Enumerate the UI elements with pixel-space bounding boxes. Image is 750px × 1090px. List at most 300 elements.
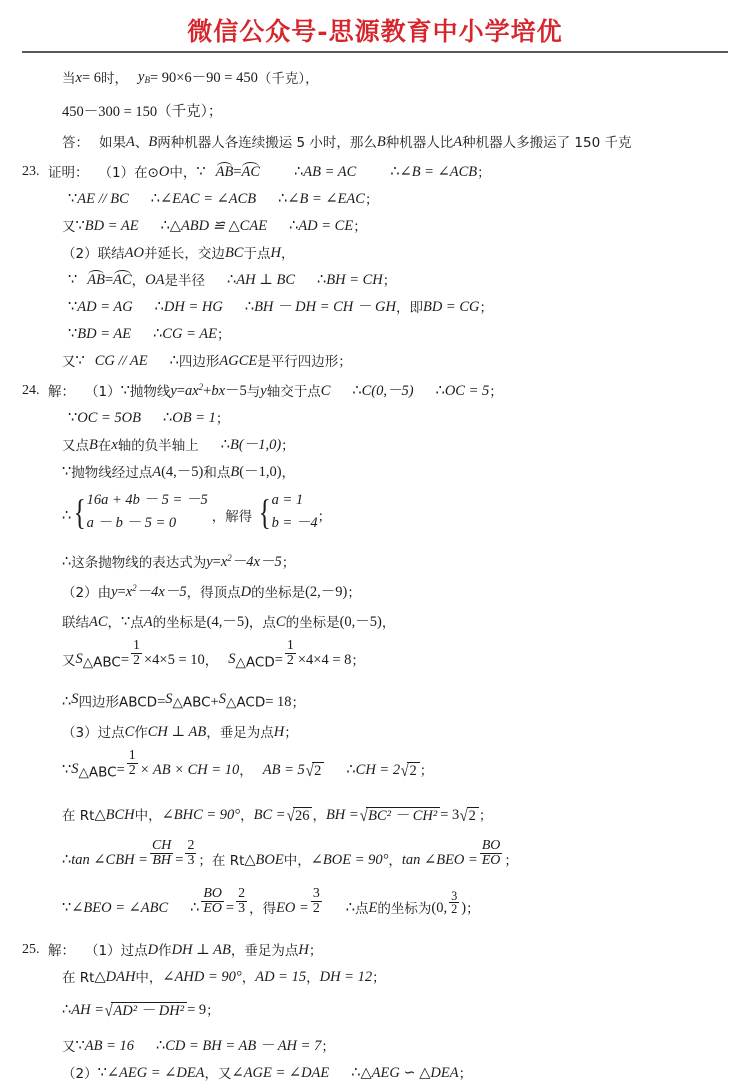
q24-l3-B: B [89, 436, 98, 453]
q23-l1-r2: ∠B = ∠ACB [399, 163, 478, 180]
q24-l1-C: C [320, 382, 331, 399]
q24-l8-S2-sub: △ACD [235, 654, 275, 671]
fraction-denominator: 2 [133, 653, 140, 669]
q22-l3-td: 种机器人多搬运了 150 千克 [462, 134, 632, 151]
q23-l3-end: ； [353, 218, 367, 235]
q24-l13-comma: ， [388, 852, 402, 869]
q24-l7-because: ∵ [121, 613, 131, 630]
q23-line-4 [22, 242, 728, 261]
fraction-three-halves [449, 890, 459, 916]
q25-l1-DH: DH ⊥ AB [171, 941, 231, 958]
q23-l1-t2: 中， [169, 164, 197, 181]
q24-sys-left-bottom: a － b － 5 = 0 [86, 514, 177, 531]
q24-l10-comma: ， [206, 724, 220, 741]
q24-l1-yaxis: y [260, 382, 267, 399]
q24-l10-H: H [273, 723, 285, 740]
q22-l3-ta: 如果 [99, 134, 126, 151]
q24-l7-comma: ， [107, 614, 122, 631]
q24-l10-t2: 作 [134, 724, 148, 741]
q24-l11-comma: ， [239, 762, 253, 779]
q25-l1-t2: 作 [158, 942, 172, 959]
q24-l5-y: y [206, 553, 213, 570]
q24-l5-x: x [220, 553, 228, 570]
q24-l7-pc: (0,－5) [339, 613, 382, 630]
q24-line-12 [22, 800, 728, 832]
q23-line-3 [22, 215, 728, 234]
fraction-one-half [285, 639, 296, 668]
q24-l2-r1: OC = 5OB [77, 409, 141, 426]
q24-l4-pa: (4,－5) [161, 463, 204, 480]
q25-l5-because: ∵ [97, 1064, 107, 1081]
fraction-numerator: 1 [133, 638, 140, 654]
q23-l8-therefore1: ∴ [169, 352, 179, 369]
q24-l12-t1: 在 Rt [62, 807, 95, 824]
q22-l1-ysym [138, 70, 150, 86]
q24-l1-t2: 与 [246, 383, 261, 400]
radicand: 2 [467, 807, 479, 824]
q22-l1-shi: 时， [101, 70, 128, 87]
q24-l9-S2-sub: △ACD [226, 694, 266, 711]
q25-l1-comma: ， [230, 942, 245, 959]
q24-l11-S-sub: △ABC [78, 764, 117, 781]
q22-l1-lead: 当 [62, 70, 76, 87]
q22-line-2 [22, 101, 728, 120]
q25-l1-D: D [147, 941, 159, 958]
q23-l4-H: H [270, 244, 281, 261]
q24-l8-m2: ×4×4 = 8 [297, 652, 352, 669]
radicand: 26 [293, 807, 313, 824]
q24-l1-therefore2: ∴ [435, 382, 445, 399]
q23-l1-therefore2: ∴ [390, 163, 400, 180]
q24-part3-tag: （3） [62, 724, 98, 741]
q24-sys-end: ； [317, 508, 332, 525]
q24-l7-end: ， [381, 614, 396, 631]
q23-line-5 [22, 269, 728, 288]
q25-l3-end: ； [206, 1002, 220, 1019]
q24-l5-eq: = [212, 553, 221, 570]
q24-l10-t1: 过点 [97, 724, 125, 741]
q25-l5-you: 又 [218, 1065, 232, 1082]
q24-l1-t1: 抛物线 [129, 383, 171, 400]
q25-l5-therefore: ∴ [351, 1064, 361, 1081]
q23-l1-O: O [158, 163, 170, 180]
q23-l3-you: 又 [62, 218, 76, 235]
q25-l1-end: ； [308, 942, 323, 959]
q23-l5-eq: = [104, 271, 114, 288]
q23-l5-r2: BH = CH [326, 271, 383, 288]
q24-l9-S1-sym: S [165, 691, 173, 708]
q23-l6-r1: AD = AG [77, 298, 133, 315]
q24-l8-end: ； [351, 652, 365, 669]
q25-l5-r1: ∠AEG = ∠DEA [106, 1064, 205, 1081]
q24-l14-t1: 点 [355, 900, 369, 917]
fraction-numerator: BO [481, 838, 501, 854]
radical-sign: √ [305, 761, 314, 781]
q23-l5-therefore2: ∴ [317, 271, 327, 288]
q24-l1-y: y [170, 382, 177, 399]
q24-l8-m1: ×4×5 = 10 [143, 652, 205, 669]
q24-l1-pow: 2 [198, 381, 204, 392]
q24-l9-therefore: ∴ [62, 693, 72, 710]
q24-l4-B: B [230, 463, 240, 480]
q24-l14-t2: 的坐标为 [377, 900, 432, 917]
q25-l1-t1: 过点 [120, 942, 148, 959]
q24-line-2 [22, 407, 728, 426]
sqrt-icon [359, 807, 441, 824]
q25-l2-tri: △DAH [94, 968, 136, 985]
q24-l6-D: D [240, 583, 252, 600]
q23-l2-end: ； [364, 191, 379, 208]
q24-l1-x: x [192, 382, 199, 399]
fraction-denominator: 2 [128, 763, 136, 779]
q24-l14-therefore1: ∴ [190, 900, 200, 917]
fraction-denominator: 2 [286, 653, 294, 669]
q25-l3-res: = 9 [187, 1002, 207, 1019]
q25-l3-ah: AH = [71, 1002, 104, 1019]
q24-l8-S1-sub: △ABC [82, 654, 121, 671]
q24-l13-semi: ； [198, 852, 212, 869]
fraction-numerator: 3 [312, 886, 320, 902]
q22-l1-ysub: B [144, 75, 150, 86]
q24-l9-S2-sym: S [218, 691, 227, 708]
q24-l14-rp: ) [461, 900, 467, 917]
q24-l6-end: ； [347, 584, 361, 601]
q23-l1-therefore1: ∴ [294, 163, 304, 180]
q24-l7-t3: 的坐标是 [152, 614, 207, 631]
q24-l9-plus: + [210, 693, 219, 710]
q24-l3-end: ； [281, 437, 295, 454]
q24-l14-lp: (0, [431, 900, 448, 917]
q24-l5-therefore: ∴ [62, 553, 72, 570]
q24-l11-therefore: ∴ [346, 762, 356, 779]
q24-l1-r1: C(0,－5) [361, 382, 414, 399]
q23-l2-r1: AE // BC [77, 190, 129, 207]
q24-l9-S-sub: 四边形ABCD [78, 694, 158, 711]
q24-l13-tan: tan ∠CBH = [71, 852, 148, 869]
brace-left-icon: { [258, 491, 272, 532]
q25-l1-t3: 垂足为点 [244, 942, 299, 959]
fraction-denominator: 2 [451, 902, 458, 917]
q24-l1-eq: = [176, 382, 185, 399]
q25-l5-r3: △AEG ∽ △DEA [360, 1064, 459, 1081]
radical-sign: √ [359, 806, 368, 826]
q23-line-2 [22, 188, 728, 207]
fraction-numerator: 2 [187, 838, 195, 854]
q24-l10-t3: 垂足为点 [219, 724, 274, 741]
q24-l7-t4: 点 [262, 614, 276, 631]
q25-l2-ad: AD = 15 [255, 968, 307, 985]
q25-l4-end: ； [321, 1038, 335, 1055]
q25-l2-t1: 在 Rt [62, 969, 95, 986]
q22-l1-unit: （千克）， [257, 70, 319, 87]
q22-l2-text: 450－300 = 150（千克）； [62, 103, 223, 120]
q24-l3-t3: 轴的负半轴上 [117, 437, 199, 454]
q23-l2-therefore1: ∴ [150, 190, 161, 207]
q25-l2-dh: DH = 12 [319, 968, 373, 985]
q23-l7-r1: BD = AE [77, 325, 132, 342]
q23-l1-eq: = [233, 163, 242, 180]
q24-l5-end: ； [281, 554, 296, 571]
q24-line-3 [22, 434, 728, 453]
q24-l1-xsq [192, 383, 203, 399]
q24-l4-end: ， [281, 464, 296, 481]
q24-l9-S2 [219, 692, 265, 710]
q25-l2-end: ； [372, 969, 386, 986]
fraction-numerator: 2 [238, 886, 246, 902]
q22-l3-B: B [148, 133, 158, 150]
q24-l13-t2: 中， [283, 852, 311, 869]
q24-l12-bc: BC = [253, 807, 286, 824]
q24-l9-S1-sub: △ABC [172, 694, 211, 711]
q24-l13-therefore: ∴ [62, 852, 72, 869]
q22-line-1 [22, 67, 728, 86]
q24-equation-system [22, 491, 728, 540]
q24-l1-a: a [184, 382, 193, 399]
q22-l3-A: A [126, 133, 135, 150]
q22-l1-x: x [75, 69, 82, 86]
q23-l3-r3: AD = CE [298, 217, 354, 234]
q24-l7-A: A [143, 613, 153, 630]
q24-l3-t1: 又点 [62, 437, 89, 454]
q23-l4-BC: BC [224, 244, 244, 261]
q24-l14-end: ； [466, 900, 480, 917]
q23-l6-end: ； [479, 299, 493, 316]
q24-l4-pb: (－1,0) [239, 463, 282, 480]
q24-l8-eq1: = [120, 652, 130, 669]
q24-sys-left-top: 16a + 4b － 5 = －5 [86, 492, 208, 509]
q24-l3-therefore: ∴ [220, 436, 231, 453]
q24-l6-comma: ， [186, 584, 201, 601]
q24-sys-therefore: ∴ [62, 508, 72, 525]
q24-l1-t3: 轴交于点 [266, 383, 321, 400]
q24-l10-end: ； [284, 724, 298, 741]
q22-l3-dun: 、 [134, 134, 149, 151]
q22-l1-y: y [138, 69, 145, 86]
q24-l6-x: x [125, 583, 133, 600]
q23-l8-you: 又 [62, 353, 76, 370]
q24-line-9 [22, 691, 728, 710]
q23-l5-end: ； [382, 272, 397, 289]
q24-l6-t3: 的坐标是 [251, 584, 306, 601]
q24-line-4 [22, 461, 728, 480]
q23-l4-t1: 联结 [97, 245, 125, 262]
q24-part2-tag: （2） [62, 584, 98, 601]
q24-l7-t5: 的坐标是 [285, 614, 340, 631]
q24-line-13 [22, 838, 728, 880]
q23-l5-therefore1: ∴ [227, 271, 237, 288]
q24-l4-A: A [152, 463, 162, 480]
q23-l3-r1: BD = AE [84, 217, 139, 234]
fraction-numerator: 1 [286, 638, 294, 654]
q24-l14-EO: EO = [276, 900, 309, 917]
q24-l12-comma: ， [240, 807, 254, 824]
q25-l2-t2: 中， [135, 969, 163, 986]
q24-sys-right-bottom: b = －4 [271, 514, 318, 531]
q24-l1-because: ∵ [120, 382, 130, 399]
q23-l8-because: ∵ [75, 352, 85, 369]
q25-l4-r: CD = BH = AB － AH = 7 [165, 1037, 322, 1054]
q24-l7-AC: AC [89, 613, 108, 630]
q24-l9-eq: = [157, 693, 166, 710]
q24-l11-m3: CH = 2 [355, 762, 401, 779]
q24-l14-because: ∵ [62, 900, 72, 917]
q25-l4-ab: AB = 16 [84, 1037, 134, 1054]
q23-l6-r4: BD = CG [422, 298, 480, 315]
q24-line-6 [22, 581, 728, 600]
system-right-rows [272, 489, 318, 534]
radical-sign: √ [286, 806, 295, 826]
q24-l2-end: ； [215, 410, 230, 427]
q23-l7-therefore1: ∴ [153, 325, 163, 342]
radicand: AD² － DH² [111, 1002, 187, 1019]
q24-line-1 [22, 380, 728, 399]
q22-l3-tb: 两种机器人各连续搬运 5 小时，那么 [157, 134, 377, 151]
q24-l14-de: 得 [262, 900, 277, 917]
q24-number: 24. [22, 383, 40, 399]
q24-l13-ang: ∠BOE = 90° [310, 852, 389, 869]
q24-l5-pow: 2 [227, 552, 232, 563]
radical-sign: √ [400, 761, 409, 781]
q23-l8-t1: 四边形 [178, 353, 220, 370]
q24-l14-therefore2: ∴ [345, 900, 355, 917]
q24-line-7 [22, 611, 728, 630]
q23-l6-because: ∵ [68, 298, 78, 315]
system-left [71, 489, 207, 534]
q24-l11-S [71, 762, 116, 780]
q24-l13-end: ； [504, 852, 518, 869]
fraction-two-thirds [185, 839, 196, 868]
q24-l14-eq: = [225, 900, 235, 917]
q24-line-11 [22, 748, 728, 790]
radicand: 2 [312, 762, 324, 779]
q24-l14-E: E [368, 900, 378, 917]
q23-line-8 [22, 350, 728, 369]
radicand: BC² － CH² [366, 807, 440, 824]
q24-l7-pa: (4,－5) [206, 613, 249, 630]
q24-l6-y: y [111, 583, 118, 600]
q23-l2-r2: ∠EAC = ∠ACB [160, 190, 257, 207]
fraction-two-thirds [236, 887, 247, 916]
q22-l3-A2: A [453, 133, 463, 150]
q24-l14-comma: ， [249, 900, 263, 917]
q24-l12-t2: 中， [134, 807, 162, 824]
q24-l5-t1: 这条抛物线的表达式为 [71, 554, 207, 571]
q24-line-14 [22, 886, 728, 928]
q23-l6-therefore1: ∴ [154, 298, 164, 315]
fraction-bo-eo [201, 887, 224, 916]
q24-l1-end: ； [489, 383, 503, 400]
q23-l4-end: ， [280, 245, 295, 262]
q24-l1-b: b [211, 382, 219, 399]
fraction-denominator: EO [203, 901, 222, 917]
q24-l13-tri: △BOE [244, 852, 284, 869]
q24-l3-x: x [111, 436, 118, 453]
q25-l4-you: 又 [62, 1038, 76, 1055]
q23-line-1 [22, 161, 728, 180]
q23-l1-r1: AB = AC [303, 163, 357, 180]
q24-line-5 [22, 551, 728, 570]
fraction-numerator: 3 [451, 888, 458, 903]
q24-l7-comma2: ， [248, 614, 263, 631]
q23-label: 证明： [48, 164, 89, 181]
q24-l8-S1 [76, 652, 121, 670]
q25-l2-comma: ， [241, 969, 256, 986]
q24-l11-end: ； [419, 762, 434, 779]
q24-l7-C: C [275, 613, 286, 630]
radical-sign: √ [459, 806, 468, 826]
fraction-three-halves [311, 887, 322, 916]
q24-l11-m2: AB = 5 [262, 762, 305, 779]
q25-l4-therefore: ∴ [155, 1037, 166, 1054]
q25-line-5 [22, 1062, 728, 1081]
q25-l5-comma: ， [204, 1065, 219, 1082]
q23-part2-tag: （2） [62, 245, 98, 262]
system-left-rows [87, 489, 208, 534]
q24-l13-eq: = [175, 852, 184, 869]
q23-l5-comma: ， [131, 272, 146, 289]
page-header [0, 0, 750, 46]
fraction-numerator: BO [203, 886, 222, 902]
q24-l1-minus5: －5 [225, 382, 247, 399]
q24-l5-xsq [221, 554, 232, 570]
q24-l6-eq: = [117, 583, 126, 600]
q23-l2-therefore2: ∴ [278, 190, 288, 207]
q24-l6-xsq [126, 584, 137, 600]
fraction-denominator: 3 [187, 853, 195, 869]
q24-line-8 [22, 638, 728, 680]
q23-l6-r2: DH = HG [163, 298, 223, 315]
q24-l4-t1: 抛物线经过点 [71, 464, 153, 481]
document-body [0, 53, 750, 1081]
q24-label: 解： [48, 383, 75, 400]
fraction-ch-bh [150, 839, 173, 868]
q23-l7-end: ； [216, 326, 231, 343]
q24-l1-x2: x [218, 382, 226, 399]
fraction-denominator: EO [481, 853, 501, 869]
q24-l12-ang: ∠BHC = 90° [161, 807, 241, 824]
q23-l8-r1: CG // AE [94, 352, 148, 369]
q23-l5-because: ∵ [68, 271, 78, 288]
fraction-denominator: 3 [238, 901, 246, 917]
q24-l9-S-sym: S [71, 691, 79, 708]
q24-l8-you: 又 [62, 652, 76, 669]
q22-answer-label: 答： [62, 134, 89, 151]
brace-left-icon: { [73, 491, 87, 532]
q24-part1-tag: （1） [85, 383, 121, 400]
arc-ab-icon: AB [215, 163, 234, 180]
q23-l6-ji: 即 [409, 299, 423, 316]
q24-l13-tan2: tan ∠BEO = [401, 852, 478, 869]
q22-l3-B2: B [376, 133, 386, 150]
q24-line-10 [22, 721, 728, 740]
q24-l4-because: ∵ [62, 463, 72, 480]
q25-number: 25. [22, 942, 40, 958]
q24-l6-coord: (2,－9) [305, 583, 348, 600]
q25-l5-r2: ∠AGE = ∠DAE [231, 1064, 330, 1081]
q25-l2-comma2: ， [306, 969, 320, 986]
q23-l8-AGCE: AGCE [219, 352, 258, 369]
q23-l1-because: ∵ [196, 163, 206, 180]
arc-ab-icon: AB [87, 271, 105, 288]
q24-l1-therefore1: ∴ [352, 382, 362, 399]
q23-l3-r2: △ABD ≌ △CAE [169, 217, 268, 234]
q24-l6-rest: －4x－5 [136, 583, 187, 600]
header-title: 微信公众号-思源教育中小学培优 [187, 17, 563, 46]
q23-l6-r3: BH － DH = CH － GH [254, 298, 396, 315]
fraction-denominator: BH [152, 853, 171, 869]
q23-l3-because: ∵ [75, 217, 85, 234]
q23-l4-t3: 于点 [243, 245, 271, 262]
